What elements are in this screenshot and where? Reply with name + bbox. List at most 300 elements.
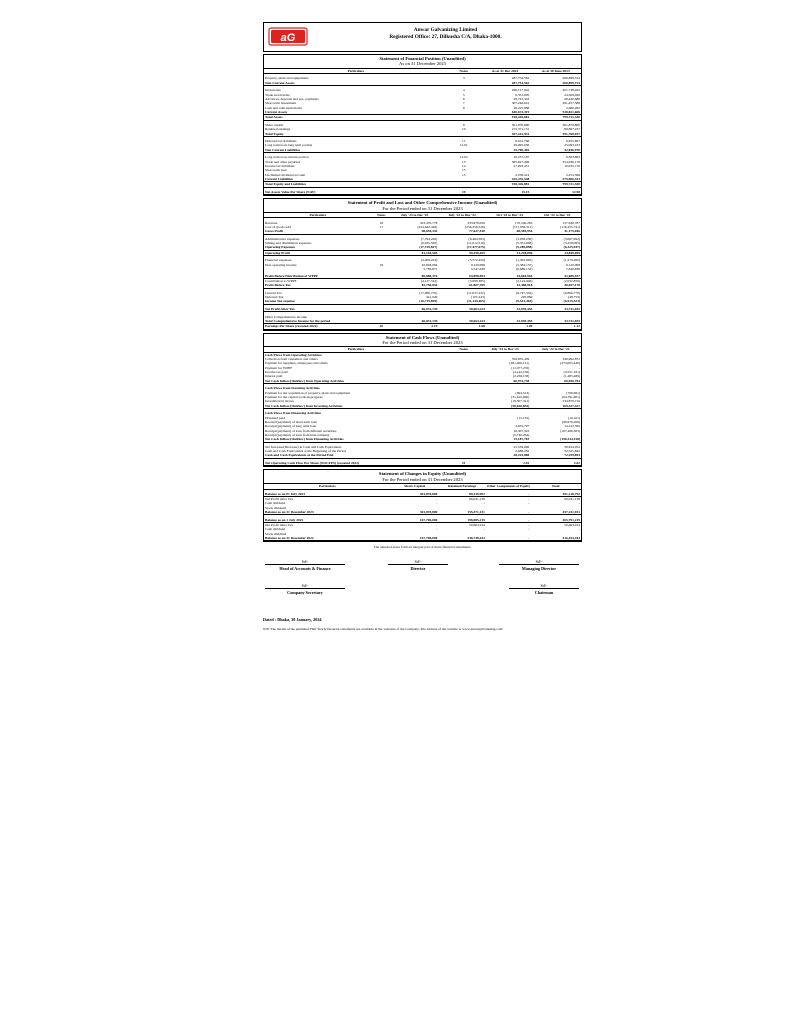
row-label: Payment for WPPF bbox=[265, 365, 293, 370]
cell-value: 18 bbox=[379, 262, 384, 267]
signature-mark: Sd/- bbox=[540, 583, 548, 589]
cell-value: (6,325,947) bbox=[533, 245, 581, 250]
row-label: Long term loan-long term portion bbox=[265, 143, 313, 148]
cell-value: 28,225,888 bbox=[513, 105, 530, 110]
cell-value: (9,747,332) bbox=[516, 290, 533, 295]
row-label: Cash and Cash Equivalents at the Period End bbox=[264, 453, 448, 458]
cell-value: 77,627,530 bbox=[438, 229, 486, 234]
cell-value: 307,246,041 bbox=[511, 101, 530, 106]
row-label: Profit Before Distribution of WPPF bbox=[264, 274, 372, 279]
row-label: Collection from customers and others bbox=[265, 357, 318, 362]
cell-value: 155,371,131 bbox=[438, 510, 486, 515]
row-label: Net Assets Value Per Share (NAV) bbox=[264, 190, 448, 195]
pl-header: Oct '23 to Dec '23 bbox=[486, 213, 534, 218]
cell-value: 287,754,562 bbox=[511, 76, 530, 81]
cell-value: 301,870,800 bbox=[511, 122, 530, 127]
row-label: Advances, deposits and pre- payments bbox=[265, 96, 319, 101]
cell-value: 9 bbox=[462, 122, 465, 127]
row-label: Cash dividend bbox=[265, 527, 286, 532]
cell-value: - bbox=[436, 522, 438, 527]
cell-value: 7 bbox=[462, 101, 465, 106]
cell-value: 7,840,838 bbox=[566, 267, 580, 271]
cell-value: (760,691) bbox=[566, 390, 580, 395]
row-label: Net Profit After Tax bbox=[264, 307, 372, 312]
cell-value: 10,307,322 bbox=[513, 428, 530, 433]
cell-value: 365,791,219 bbox=[530, 518, 581, 523]
cell-value: (9,289,858) bbox=[486, 245, 534, 250]
company-name: Anwar Galvanizing Limited bbox=[413, 27, 478, 33]
cell-value: 1.68 bbox=[438, 324, 486, 329]
eq-header: Retained Earnings bbox=[438, 484, 486, 489]
cell-value: (3,090,385) bbox=[468, 278, 485, 283]
cell-value: 50,663,224 bbox=[469, 522, 485, 527]
row-label: Receipt/(payment) of long term loan bbox=[265, 424, 317, 429]
cell-value: 3 bbox=[462, 76, 465, 81]
fp-table bbox=[264, 69, 581, 195]
cell-value: - bbox=[528, 168, 530, 173]
cell-value: 42,480,918 bbox=[486, 283, 534, 288]
cell-value: 6,955,807 bbox=[566, 139, 580, 144]
row-label: Revenue bbox=[265, 220, 278, 225]
cell-value: 301,870,800 bbox=[391, 492, 439, 497]
row-label: Short term loan bbox=[265, 168, 287, 173]
row-label: Total Equity and Liabilities bbox=[264, 182, 448, 187]
cell-value: 28,225,888 bbox=[480, 453, 531, 458]
cell-value: (17,729,827) bbox=[391, 245, 439, 250]
cell-value: 457,241,931 bbox=[480, 132, 531, 137]
cell-value: 260,899,724 bbox=[530, 81, 581, 86]
cell-value: 2.19 bbox=[391, 324, 439, 329]
row-label: Total Equity bbox=[264, 132, 448, 137]
cell-value: (3,258,095) bbox=[563, 241, 580, 246]
cell-value: 44,604,964 bbox=[486, 274, 534, 279]
row-label: Selling and distribution expenses bbox=[265, 241, 312, 246]
cell-value: 301,870,800 bbox=[562, 122, 580, 127]
row-label: Deferred tax liabilities bbox=[265, 139, 297, 144]
cell-value: 157,630,787 bbox=[562, 220, 580, 225]
row-label: Receipt/(payment) of loan from intercompany bbox=[265, 432, 330, 437]
cell-value: (17,477,075) bbox=[438, 245, 486, 250]
signature-managing-director bbox=[499, 559, 579, 571]
row-label: Gross Profit bbox=[264, 229, 372, 234]
row-label: Current Tax bbox=[265, 290, 282, 295]
signature-role: Managing Director bbox=[499, 564, 579, 571]
cell-value: (11,012,510) bbox=[466, 241, 485, 246]
cell-value: 82,750,834 bbox=[391, 283, 439, 288]
cell-value: (11,077,276) bbox=[511, 365, 530, 370]
row-label: Stock dividend bbox=[265, 531, 287, 536]
cell-value: (48,753) bbox=[568, 295, 580, 300]
cell-value: 32,939,455 bbox=[486, 307, 534, 312]
cell-value: 66,031,139 bbox=[469, 497, 485, 502]
pl-header: Oct '22 to Dec '22 bbox=[533, 213, 581, 218]
pl-table bbox=[264, 213, 581, 330]
cell-value: (6,866,770) bbox=[563, 290, 580, 295]
cell-value: 260,899,724 bbox=[562, 76, 580, 81]
cell-value: (3,572,459) bbox=[468, 258, 485, 263]
cell-value: (190,344,158) bbox=[530, 437, 581, 442]
company-office: Registered Office: 27, Dilkusha C/A, Dhaka-1000. bbox=[389, 34, 502, 40]
cell-value: 40,657,178 bbox=[533, 283, 581, 288]
cell-value: 6 bbox=[462, 96, 465, 101]
row-label: Balance as on 01 July 2023 bbox=[264, 492, 391, 497]
row-label: Balance as on 1 July 2022 bbox=[264, 518, 391, 523]
row-label: Income tax paid bbox=[265, 370, 288, 375]
row-label: Income tax liabilities bbox=[265, 163, 295, 168]
cell-value: 10 bbox=[461, 127, 466, 132]
eq-table bbox=[264, 484, 581, 541]
row-label: Payment for the acquisition of property, plant and equipment bbox=[265, 390, 351, 395]
cell-value: 32,046,970 bbox=[530, 148, 581, 153]
cell-value: - bbox=[578, 432, 580, 437]
signature-mark: Sd/- bbox=[414, 559, 422, 565]
signature-director bbox=[388, 559, 448, 571]
cell-value: 457,241,931 bbox=[530, 510, 581, 515]
row-label: Cash dividend bbox=[265, 501, 286, 506]
row-label: Net Cash Inflow/(Outflow) from Investing Activities bbox=[264, 404, 448, 409]
cell-value: (5,740,264) bbox=[512, 432, 530, 437]
cell-value: 4 bbox=[462, 88, 465, 93]
cf-title: Statement of Cash Flows (Unaudited) bbox=[385, 334, 460, 340]
row-label: Net Cash Inflow/(Outflow) from Operating Activities bbox=[264, 379, 448, 384]
cell-value: 81,104,505 bbox=[391, 250, 439, 255]
cell-value: 2,258,414 bbox=[515, 172, 530, 177]
cell-value: 201,738,022 bbox=[562, 88, 580, 93]
cell-value: 15 bbox=[461, 172, 466, 177]
cell-value: 32,325,842 bbox=[564, 449, 580, 454]
cell-value: 10,693,094 bbox=[421, 262, 438, 267]
cell-value: 2,253,566 bbox=[566, 172, 580, 177]
cf-header: July '23 to Dec '23 bbox=[480, 347, 531, 352]
row-label: Retained earnings bbox=[265, 127, 291, 132]
cell-value: 21 bbox=[448, 461, 480, 466]
fp-header: Notes bbox=[448, 69, 480, 74]
row-label: Financial expenses bbox=[265, 258, 292, 263]
row-label: Net Increase/(Decrease) in Cash and Cash Equivalents bbox=[265, 444, 342, 449]
pl-header: Notes bbox=[372, 213, 391, 218]
cell-value: (256,350,526) bbox=[465, 224, 485, 229]
cell-value: - bbox=[436, 501, 438, 506]
cell-value: 391,210,792 bbox=[530, 492, 581, 497]
cell-value: (31,619,000) bbox=[511, 394, 530, 399]
cell-value: 12.98 bbox=[530, 190, 581, 195]
row-label: Stock dividend bbox=[265, 505, 287, 510]
cell-value: (6,915,523) bbox=[533, 299, 581, 304]
cell-value: (2,236,158) bbox=[512, 374, 530, 379]
signature-chairman bbox=[509, 583, 579, 595]
cell-value: 13 bbox=[461, 159, 466, 164]
company-header bbox=[263, 22, 582, 52]
cell-value: (18,307,321) bbox=[511, 399, 530, 404]
cell-value: 6,351,005 bbox=[515, 92, 530, 97]
row-label: Current Assets bbox=[264, 110, 448, 115]
row-label: Deferred Tax bbox=[265, 295, 284, 300]
cf-subtitle: For the Period ended on 31 December 2023 bbox=[382, 339, 463, 345]
row-label: Payment for suppliers, employees and others bbox=[265, 361, 328, 366]
row-label: Non Current Liabilities bbox=[264, 148, 448, 153]
eq-subtitle: For the Period ended on 31 December 2023 bbox=[382, 476, 463, 482]
cell-value: 918,426,881 bbox=[480, 182, 531, 187]
row-label: Current Liabilities bbox=[264, 177, 448, 182]
row-label: Earnings Per Share (restated-2022) bbox=[264, 324, 372, 329]
row-label: Receipt/(payment) of short term loan bbox=[265, 419, 317, 424]
row-label: Share capital bbox=[265, 122, 284, 127]
cell-value: 51,294,096 bbox=[486, 250, 534, 255]
cell-value: (2,124,046) bbox=[516, 278, 533, 283]
cell-value: (694,513) bbox=[515, 390, 530, 395]
company-logo bbox=[268, 27, 310, 46]
signature-mark: Sd/- bbox=[301, 559, 309, 565]
row-label: Cash Flows from Operating Activities: bbox=[265, 352, 323, 357]
cell-value: 50,663,224 bbox=[564, 522, 580, 527]
cell-value: (6,464,565) bbox=[468, 236, 485, 241]
eq-title: Statement of Changes in Equity (Unaudited) bbox=[378, 471, 467, 477]
cash-flow-statement bbox=[263, 333, 582, 468]
pl-title: Statement of Profit and Loss and Other Comprehensive Income (Unaudited) bbox=[347, 200, 498, 206]
cell-value: 61,807,709 bbox=[438, 283, 486, 288]
cell-value: (11,144,465) bbox=[438, 299, 486, 304]
row-label: Operating Profit bbox=[264, 250, 372, 255]
cell-value: - bbox=[486, 510, 530, 515]
signature-block bbox=[263, 555, 582, 615]
cell-value: 333,978,056 bbox=[467, 220, 485, 225]
cell-value: 167,706,000 bbox=[391, 536, 439, 541]
row-label: Total Comprehensive Income for the period bbox=[264, 319, 372, 324]
cell-value: 281,457,588 bbox=[562, 101, 580, 106]
cell-value: (3,958,250) bbox=[516, 236, 533, 241]
cell-value: (11,037,222) bbox=[466, 290, 485, 295]
cell-value: (4,137,542) bbox=[420, 278, 438, 283]
cell-value: - bbox=[578, 527, 580, 532]
eq-header: Share Capital bbox=[391, 484, 439, 489]
cell-value: (7,794,262) bbox=[420, 236, 438, 241]
cell-value: 50,663,224 bbox=[438, 307, 486, 312]
fp-title: Statement of Financial Position (Unaudited) bbox=[379, 56, 466, 61]
cell-value: 89,339,992 bbox=[438, 492, 486, 497]
cell-value: 28,430,688 bbox=[564, 96, 580, 101]
cell-value: 5,783,871 bbox=[423, 267, 438, 271]
row-label: Trade and other payables bbox=[265, 159, 301, 164]
cell-value: (281,406,151) bbox=[509, 361, 530, 366]
cell-value: 198,085,219 bbox=[438, 518, 486, 523]
row-label: Payment for the capital work-in-progress bbox=[265, 394, 323, 399]
cell-value: 72,259,894 bbox=[530, 453, 581, 458]
cell-value: 248,748,443 bbox=[438, 536, 486, 541]
cell-value: 19 bbox=[448, 190, 480, 195]
cell-value: 86,888,376 bbox=[391, 274, 439, 279]
fp-header: As at 31 Dec 2023 bbox=[480, 69, 531, 74]
cell-value: 14 bbox=[461, 163, 466, 168]
cell-value: 5 bbox=[462, 92, 465, 97]
row-label: Net Cash Inflow/(Outflow) from Financing Activities bbox=[264, 437, 448, 442]
cell-value: 5,547,639 bbox=[470, 267, 485, 271]
row-label: Non-Current Assets bbox=[264, 81, 448, 86]
eq-header: Particulars bbox=[264, 484, 391, 489]
signature-role: Director bbox=[388, 564, 448, 571]
cell-value: - bbox=[486, 536, 530, 541]
cell-value: 34,849,099 bbox=[533, 250, 581, 255]
cell-value: 359,835,459 bbox=[511, 357, 530, 362]
cell-value: 2.02 bbox=[480, 461, 531, 466]
cell-value: (6,689,132) bbox=[516, 267, 533, 271]
cell-value: 15,187,703 bbox=[480, 437, 531, 442]
cell-value: 323,476,778 bbox=[419, 220, 438, 225]
cell-value: (9,935,565) bbox=[420, 241, 438, 246]
cell-value: (64,791,601) bbox=[561, 394, 580, 399]
table-row bbox=[264, 324, 581, 329]
row-label: Non-operating income bbox=[265, 262, 297, 267]
cell-value: 12.01 bbox=[459, 143, 468, 148]
cell-value: - bbox=[528, 527, 530, 532]
cell-value: 9,120,098 bbox=[566, 262, 580, 267]
cell-value: 391,768,037 bbox=[530, 132, 581, 137]
row-label: Investment in shares bbox=[265, 399, 294, 404]
cell-value: 2,686,282 bbox=[566, 105, 580, 110]
cell-value: 64,898,094 bbox=[438, 274, 486, 279]
row-label: Cash Flows from Financing Activities bbox=[265, 411, 321, 416]
cell-value: 301,870,800 bbox=[391, 510, 439, 515]
cell-value: 66,031,139 bbox=[391, 319, 439, 324]
cell-value: 10,237,187 bbox=[513, 155, 530, 160]
cf-table bbox=[264, 347, 581, 466]
cell-value: 799,721,330 bbox=[530, 115, 581, 120]
row-label: Interest paid bbox=[265, 374, 283, 379]
cell-value: 375,906,323 bbox=[530, 177, 581, 182]
cell-value: 9,120,098 bbox=[470, 262, 485, 267]
signature-company-secretary bbox=[265, 583, 345, 595]
row-label: Unclaimed dividend account bbox=[265, 172, 306, 177]
cell-value: 24,509,026 bbox=[564, 92, 580, 97]
cell-value: (116,455,741) bbox=[560, 224, 580, 229]
row-label: Net Profit After Tax bbox=[265, 522, 293, 527]
signature-role: Chairman bbox=[509, 588, 579, 595]
fp-subtitle: As on 31 December 2023 bbox=[399, 61, 446, 67]
cell-value: (4,551,161) bbox=[563, 370, 580, 375]
cell-value: - bbox=[528, 419, 530, 424]
cell-value: 89,897,237 bbox=[564, 127, 580, 132]
cell-value: - bbox=[483, 527, 485, 532]
row-label: Cash and cash equivalents bbox=[265, 105, 302, 110]
cell-value: (224,642,446) bbox=[417, 224, 438, 229]
cell-value: 20 bbox=[372, 324, 391, 329]
row-label: Trade receivables bbox=[265, 92, 290, 97]
cell-value: 60,972,738 bbox=[480, 379, 531, 384]
cf-header: July '22 to Dec '22 bbox=[530, 347, 581, 352]
signature-role: Company Secretary bbox=[265, 588, 345, 595]
cell-value: - bbox=[528, 522, 530, 527]
cell-value: 1.12 bbox=[533, 324, 581, 329]
fp-header: Particulars bbox=[264, 69, 448, 74]
footnote: N.B: The details of the published Half Yearly financial statements are available in the websites of the Company. The address of the website is 'www.anwargalvanizing.com' bbox=[263, 627, 504, 632]
cell-value: 340,992,872 bbox=[562, 357, 580, 362]
cell-value: (5,331,608) bbox=[516, 241, 533, 246]
pl-subtitle: For the Period ended on 31 December 2023 bbox=[382, 205, 463, 211]
cell-value: 538,821,606 bbox=[530, 110, 581, 115]
financial-statement-sheet bbox=[263, 22, 582, 632]
pl-header: July '22 to Dec '22 bbox=[438, 213, 486, 218]
row-label: Income Tax expense bbox=[264, 299, 372, 304]
row-label: Contribution to WPPF bbox=[265, 278, 297, 283]
table-row bbox=[264, 536, 581, 541]
cell-value: 167,706,000 bbox=[391, 518, 439, 523]
cell-value: 25,093,163 bbox=[564, 143, 580, 148]
cell-value: 425,476,548 bbox=[480, 177, 531, 182]
financial-position-statement bbox=[263, 54, 582, 196]
cell-value: (16,101) bbox=[568, 415, 580, 420]
cell-value: 17 bbox=[379, 224, 384, 229]
row-label: Dividend paid bbox=[265, 415, 285, 420]
signature-mark: Sd/- bbox=[301, 583, 309, 589]
cell-value: - bbox=[486, 518, 530, 523]
cell-value: 98,834,332 bbox=[391, 229, 439, 234]
cell-value: (274,005,440) bbox=[560, 361, 580, 366]
cell-value: 287,754,562 bbox=[480, 81, 531, 86]
cell-value: 385,927,496 bbox=[511, 159, 530, 164]
row-label: Cost of goods sold bbox=[265, 224, 292, 229]
cell-value: (107,243) bbox=[471, 295, 485, 300]
row-label: Receipt/(payment) of loan from different securities bbox=[265, 428, 337, 433]
cell-value: 11 bbox=[462, 139, 466, 144]
cell-value: 416,454,443 bbox=[530, 536, 581, 541]
row-label: Net Profit After Tax bbox=[265, 497, 293, 502]
cell-value: 15.15 bbox=[480, 190, 531, 195]
cell-value: (5,383,137) bbox=[516, 262, 533, 267]
cell-value: 630,672,319 bbox=[480, 110, 531, 115]
cell-value: 14,122,592 bbox=[564, 424, 580, 429]
cell-value: 2,686,282 bbox=[515, 449, 530, 454]
cell-value: - bbox=[486, 492, 530, 497]
row-label: Cash Flows from Investing Activities bbox=[265, 386, 320, 391]
eq-header: Total bbox=[530, 484, 581, 489]
cell-value: 66,031,139 bbox=[391, 307, 439, 312]
cell-value: 27,093,451 bbox=[513, 163, 530, 168]
cell-value: 60,950,783 bbox=[530, 379, 581, 384]
cell-value: 354,036,178 bbox=[562, 159, 580, 164]
cell-value: 1.09 bbox=[486, 324, 534, 329]
row-label: Profit Before Tax bbox=[264, 283, 372, 288]
cell-value: (1,485,489) bbox=[563, 374, 580, 379]
annexed-note: The annexed notes form an integral part of these financial statements. bbox=[373, 545, 472, 550]
cell-value: 42,689,937 bbox=[533, 274, 581, 279]
signature-role: Head of Accounts & Finance bbox=[265, 564, 345, 571]
cell-value: 4,655,797 bbox=[515, 424, 530, 429]
dated-line: Dated : Dhaka, 30 January, 2024 bbox=[263, 617, 322, 623]
cell-value: 28,722,343 bbox=[513, 96, 530, 101]
cell-value: 799,721,330 bbox=[530, 182, 581, 187]
row-label: Cash and Cash Equivalents at the Beginning of the Period bbox=[265, 449, 347, 454]
table-row bbox=[264, 190, 581, 195]
cell-value: - bbox=[528, 497, 530, 502]
cell-value: 16 bbox=[379, 220, 384, 225]
cell-value: (1,279,260) bbox=[563, 258, 580, 263]
fp-header: As at 30 June 2023 bbox=[530, 69, 581, 74]
row-label: Long term loan-current portion bbox=[265, 155, 309, 160]
cell-value: (4,142,136) bbox=[512, 370, 530, 375]
cell-value: 234,879,719 bbox=[562, 399, 580, 404]
cell-value: - bbox=[578, 365, 580, 370]
cell-value: 29,095,636 bbox=[513, 143, 530, 148]
cell-value: 50,663,224 bbox=[438, 319, 486, 324]
cell-value: 155,371,131 bbox=[511, 127, 530, 132]
logo-text: aG bbox=[280, 31, 296, 44]
cell-value: (3,067,092) bbox=[563, 236, 580, 241]
cell-value: 66,031,139 bbox=[564, 497, 580, 502]
cell-value: (2,032,859) bbox=[563, 278, 580, 283]
signature-head-of-accounts bbox=[265, 559, 345, 571]
cell-value: (96,970,206) bbox=[561, 419, 580, 424]
table-row bbox=[264, 461, 581, 466]
cell-value: 8 bbox=[462, 105, 465, 110]
